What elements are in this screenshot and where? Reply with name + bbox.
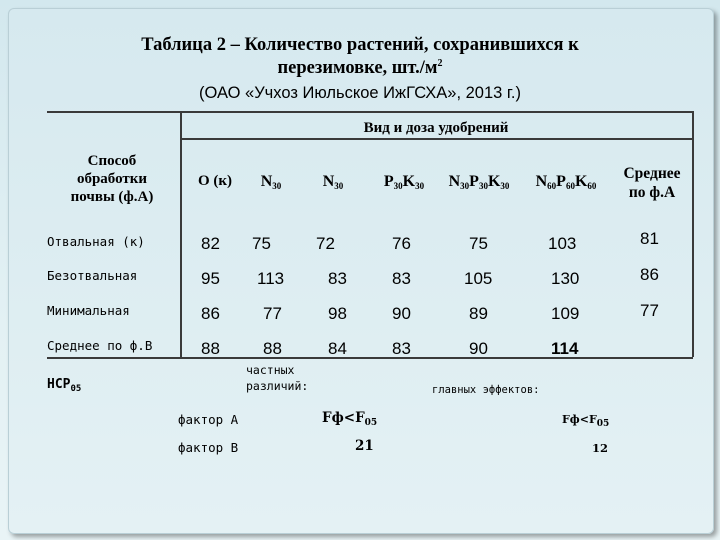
table-cell: 77 — [640, 301, 659, 320]
table-cell: 86 — [640, 265, 659, 284]
table-cell: 103 — [548, 234, 577, 253]
col-header-n30-b — [306, 173, 360, 191]
npk60-k: K — [574, 173, 588, 190]
table-cell: 83 — [392, 339, 411, 358]
col-header-n30-b-base: N — [322, 173, 335, 190]
table-subtitle: (ОАО «Учхоз Июльское ИжГСХА», 2013 г.) — [199, 84, 521, 102]
col-header-p30k30 — [373, 173, 435, 191]
npk30-k: K — [487, 173, 501, 190]
hsr-sub: 05 — [70, 384, 82, 394]
ff-a-sub: 05 — [364, 418, 378, 428]
main-effects-label: главных эффектов: — [432, 384, 540, 396]
table-cell: 76 — [392, 234, 411, 253]
grid-line — [47, 357, 693, 359]
mean-header-line: Среднее — [623, 165, 681, 182]
table-cell: 81 — [640, 229, 659, 248]
col-header-o-k: О (к) — [197, 173, 233, 189]
npk60-n: N — [535, 173, 548, 190]
fertilizer-group-header: Вид и доза удобрений — [363, 120, 509, 136]
col-header-n30-a-sub: 30 — [272, 181, 282, 191]
table-cell: 75 — [469, 234, 488, 253]
col-header-n30-b-sub: 30 — [334, 181, 344, 191]
partial-line: частных — [246, 363, 295, 377]
table-cell: 109 — [551, 304, 580, 323]
pk-p: P — [383, 173, 394, 190]
factor-b-partial-value: 21 — [355, 438, 374, 454]
table-cell: 77 — [263, 304, 282, 323]
table-title — [60, 34, 660, 80]
col-header-n30-a-base: N — [260, 173, 273, 190]
pk-k: K — [402, 173, 416, 190]
table-cell: 90 — [392, 304, 411, 323]
method-header-line: Способ — [87, 153, 137, 169]
title-line-2-text: перезимовке, шт./м — [277, 58, 438, 78]
hsr-label — [47, 377, 81, 392]
table-cell: 75 — [252, 234, 271, 253]
npk30-n: N — [448, 173, 461, 190]
factor-a-partial-value — [322, 410, 377, 426]
npk30-p: P — [469, 173, 479, 190]
npk30-k-sub: 30 — [500, 181, 510, 191]
ff-main-sub: 05 — [596, 419, 610, 429]
table-cell: 86 — [201, 304, 220, 323]
title-line-2 — [60, 57, 660, 80]
npk60-p-sub: 60 — [565, 181, 575, 191]
factor-b-main-value: 12 — [592, 441, 609, 455]
ff-a-base: Fф<F — [322, 410, 365, 426]
col-header-n30p30k30 — [437, 173, 521, 191]
grid-line — [47, 111, 693, 113]
method-header-line: обработки — [76, 171, 148, 187]
table-cell: 72 — [316, 234, 335, 253]
factor-b-label: фактор В — [178, 440, 239, 455]
title-line-1: Таблица 2 – Количество растений, сохранившихся к — [141, 35, 579, 55]
table-cell: 83 — [392, 269, 411, 288]
pk-p-sub: 30 — [393, 181, 403, 191]
pk-k-sub: 30 — [415, 181, 425, 191]
table-cell: 98 — [328, 304, 347, 323]
table-cell-bold: 114 — [551, 339, 579, 358]
grid-line — [180, 111, 182, 357]
npk30-n-sub: 30 — [460, 181, 470, 191]
table-cell: 88 — [263, 339, 282, 358]
col-header-n60p60k60 — [524, 173, 608, 191]
grid-line — [692, 111, 694, 357]
title-superscript: 2 — [437, 57, 443, 69]
table-cell: 130 — [551, 269, 580, 288]
table-cell: 83 — [328, 269, 347, 288]
npk60-p: P — [556, 173, 566, 190]
factor-a-label: фактор А — [178, 412, 239, 427]
table-cell: 88 — [201, 339, 220, 358]
row-label-mean-factor-b: Среднее по ф.В — [47, 338, 153, 353]
partial-line: различий: — [246, 379, 309, 393]
method-header-line: почвы (ф.А) — [70, 189, 154, 205]
table-cell: 105 — [464, 269, 493, 288]
table-cell: 90 — [469, 339, 488, 358]
row-label-bezotvalnaya: Безотвальная — [47, 268, 138, 283]
table-cell: 82 — [201, 234, 220, 253]
table-cell: 95 — [201, 269, 220, 288]
npk60-n-sub: 60 — [547, 181, 557, 191]
partial-differences-label — [246, 362, 308, 394]
col-header-n30-a — [246, 173, 296, 191]
table-cell: 84 — [328, 339, 347, 358]
npk60-k-sub: 60 — [587, 181, 597, 191]
npk30-p-sub: 30 — [478, 181, 488, 191]
table-cell: 89 — [469, 304, 488, 323]
mean-header-line: по ф.А — [628, 184, 676, 201]
ff-main-base: Fф<F — [562, 413, 597, 426]
factor-a-main-value — [562, 413, 610, 429]
grid-line — [180, 138, 693, 140]
row-label-otvalnaya: Отвальная (к) — [47, 234, 145, 249]
row-label-minimalnaya: Минимальная — [47, 303, 130, 318]
method-header — [58, 152, 166, 206]
hsr-base: НСР — [47, 377, 71, 392]
table-cell: 113 — [257, 269, 285, 288]
mean-factor-a-header — [612, 164, 692, 202]
